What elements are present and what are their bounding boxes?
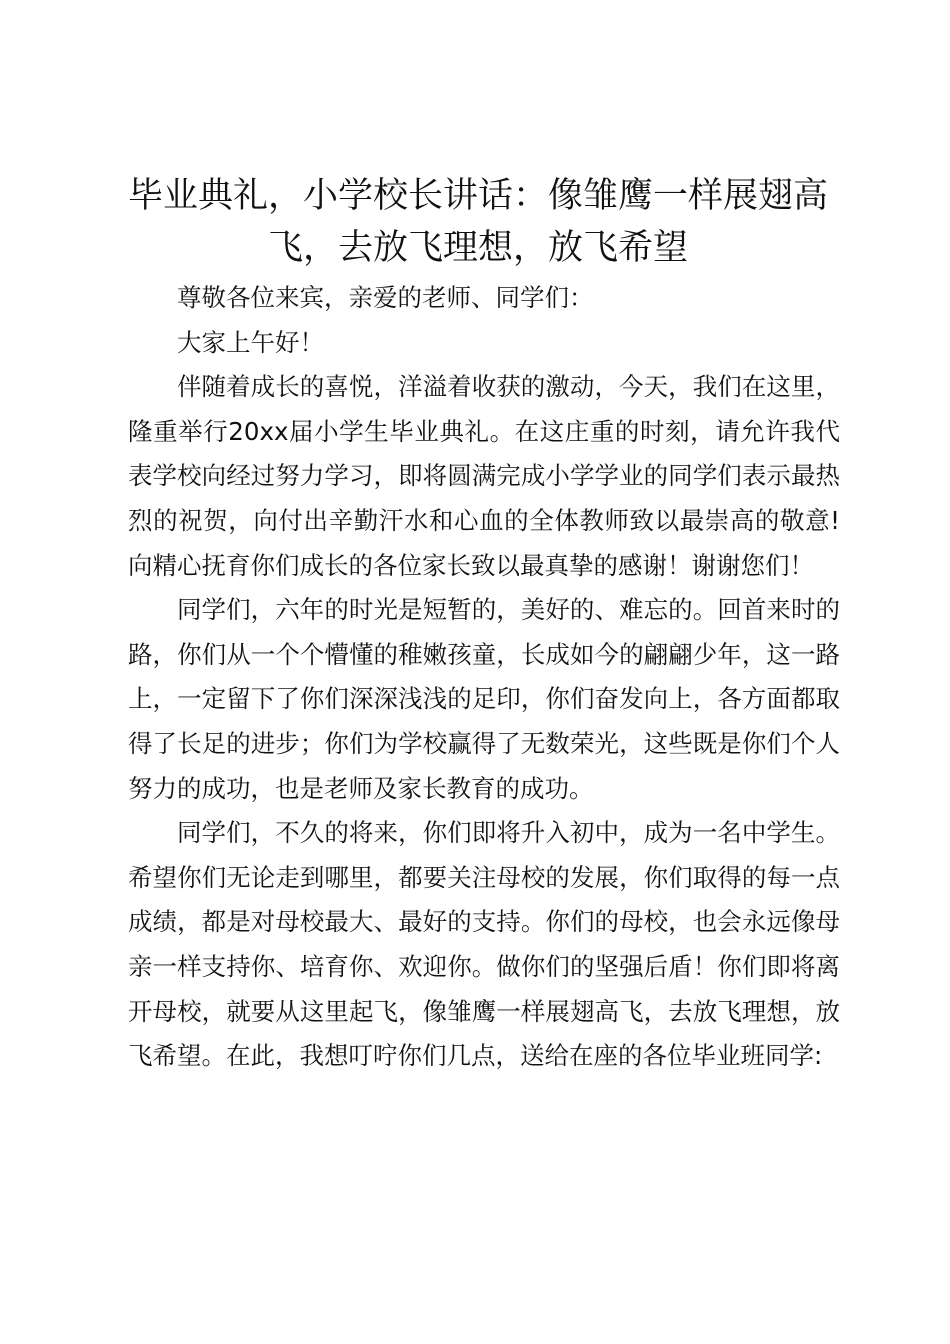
body-paragraph: 伴随着成长的喜悦，洋溢着收获的激动，今天，我们在这里，隆重举行20xx届小学生毕业典礼。在这庄重的时刻，请允许我代表学校向经过努力学习，即将圆满完成小学学业的同学们表示最热烈的祝贺，向付出辛勤汗水和心血的全体教师致以最崇高的敬意!向精心抚育你们成长的各位家长致以最真挚的感谢！谢谢您们！	[128, 372, 840, 580]
document-body	[128, 276, 840, 1079]
greeting-paragraph: 大家上午好！	[177, 327, 324, 357]
document-title: 毕业典礼，小学校长讲话：像雏鹰一样展翅高飞，去放飞理想，放飞希望	[127, 176, 828, 268]
body-paragraph: 同学们，不久的将来，你们即将升入初中，成为一名中学生。希望你们无论走到哪里，都要关注母校的发展，你们取得的每一点成绩，都是对母校最大、最好的支持。你们的母校，也会永远像母亲一样支持你、培育你、欢迎你。做你们的坚强后盾！你们即将离开母校，就要从这里起飞，像雏鹰一样展翅高飞，去放飞理想，放飞希望。在此，我想叮咛你们几点，送给在座的各位毕业班同学:	[128, 818, 840, 1071]
salutation-paragraph: 尊敬各位来宾，亲爱的老师、同学们：	[177, 283, 594, 312]
body-paragraph: 同学们，六年的时光是短暂的，美好的、难忘的。回首来时的路，你们从一个个懵懂的稚嫩孩童，长成如今的翩翩少年，这一路上，一定留下了你们深深浅浅的足印，你们奋发向上，各方面都取得了长足的进步；你们为学校赢得了无数荣光，这些既是你们个人努力的成功，也是老师及家长教育的成功。	[128, 595, 840, 803]
